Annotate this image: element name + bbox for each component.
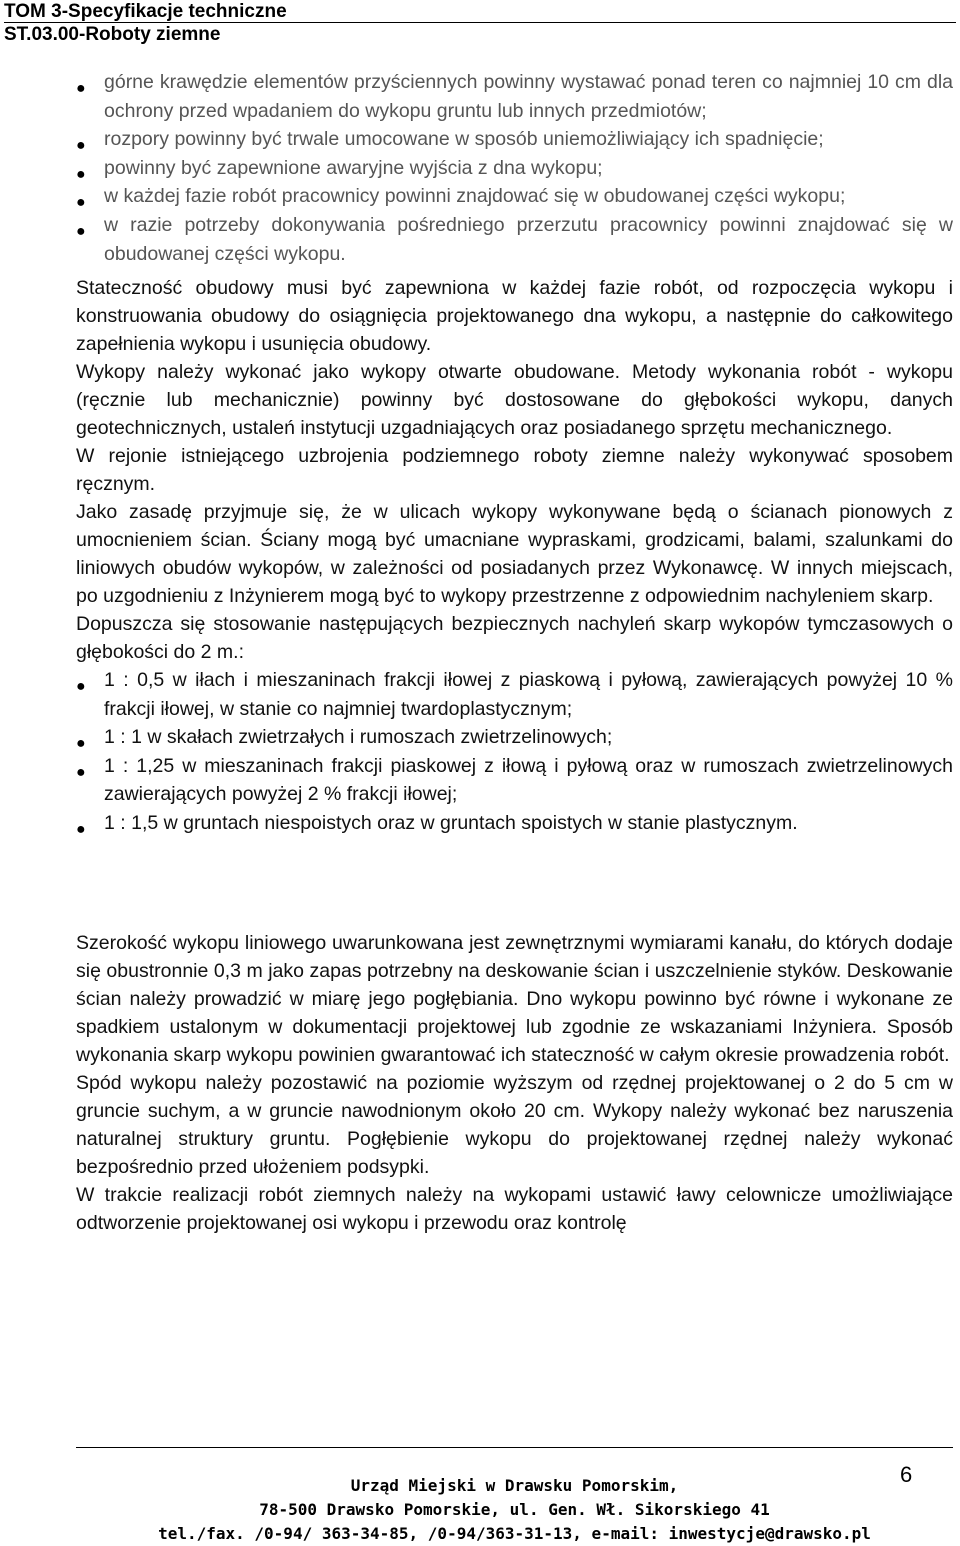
paragraph: Dopuszcza się stosowanie następujących bezpiecznych nachyleń skarp wykopów tymczasowych o głębokości do 2 m.: (76, 613, 953, 664)
paragraph: Szerokość wykopu liniowego uwarunkowana jest zewnętrznymi wymiarami kanału, do których dodaje się obustronnie 0,3 m jako zapas potrzebny na deskowanie ścian i uszczelnienie styków. Deskowanie ścian należy prowadzić w miarę jego pogłębiania. Dno wykopu powinno być równe i wykonane ze spadkiem ustalonym w dokumentacji projektowej lub zgodnie ze wskazaniami Inżyniera. Sposób wykonania skarp wykopu powinien gwarantować ich stateczność w całym okresie prowadzenia robót. (76, 932, 953, 1067)
page-header (4, 0, 956, 46)
footer-organization: Urząd Miejski w Drawsku Pomorskim, (350, 1476, 679, 1495)
page-number: 6 (900, 1462, 913, 1487)
list-item: ● 1 : 1 w skałach zwietrzałych i rumoszach zwietrzelinowych; (76, 723, 953, 752)
paragraph: Stateczność obudowy musi być zapewniona w każdej fazie robót, od rozpoczęcia wykopu i konstruowania obudowy do osiągnięcia projektowanego dna wykopu, a następnie do całkowitego zapełnienia wykopu i usunięcia obudowy. (76, 277, 953, 356)
list-item: ● w każdej fazie robót pracownicy powinni znajdować się w obudowanej części wykopu; (76, 182, 953, 211)
bullet-icon: ● (76, 222, 86, 240)
paragraph: W rejonie istniejącego uzbrojenia podziemnego roboty ziemne należy wykonywać sposobem ręcznym. (76, 445, 953, 496)
list-item: ● 1 : 0,5 w iłach i mieszaninach frakcji iłowej z piaskową i pyłową, zawierających powyżej 10 % frakcji iłowej, w stanie co najmniej twardoplastycznym; (76, 669, 953, 720)
list-item: ● powinny być zapewnione awaryjne wyjścia z dna wykopu; (76, 154, 953, 183)
list-item: ● rozpory powinny być trwale umocowane w sposób uniemożliwiający ich spadnięcie; (76, 125, 953, 154)
bullet-icon: ● (76, 678, 86, 696)
bullet-icon: ● (76, 165, 86, 183)
bullet-icon: ● (76, 820, 86, 838)
footer-contact: tel./fax. /0-94/ 363-34-85, /0-94/363-31-13, e-mail: inwestycje@drawsko.pl (158, 1524, 871, 1543)
list-item: ● 1 : 1,5 w gruntach niespoistych oraz w gruntach spoistych w stanie plastycznym. (76, 809, 953, 838)
header-rule (4, 22, 956, 23)
bullet-icon: ● (76, 194, 86, 212)
page-footer (76, 1474, 953, 1546)
safety-bullet-list (76, 68, 953, 268)
footer-rule (76, 1447, 953, 1448)
bullet-icon: ● (76, 763, 86, 781)
paragraph: W trakcie realizacji robót ziemnych należy na wykopami ustawić ławy celownicze umożliwiające odtworzenie projektowanej osi wykopu i przewodu oraz kontrolę (76, 1184, 953, 1235)
bullet-icon: ● (76, 137, 86, 155)
paragraph: Spód wykopu należy pozostawić na poziomie wyższym od rzędnej projektowanej o 2 do 5 cm w gruncie suchym, a w gruncie nawodnionym około 20 cm. Wykopy należy wykonać bez naruszenia naturalnej struktury gruntu. Pogłębienie wykopu do projektowanej rzędnej należy wykonać bezpośrednio przed ułożeniem podsypki. (76, 1072, 953, 1179)
list-item: ● 1 : 1,25 w mieszaninach frakcji piaskowej z iłową i pyłową oraz w rumoszach zwietrzelinowych zawierających powyżej 2 % frakcji iłowej; (76, 754, 953, 806)
paragraph: Jako zasadę przyjmuje się, że w ulicach wykopy wykonywane będą o ścianach pionowych z umocnieniem ścian. Ściany mogą być umacniane wypraskami, grodzicami, balami, szalunkami do liniowych obudów wykopów, w zależności od posiadanych przez Wykonawcę. W innych miejscach, po uzgodnieniu z Inżynierem mogą być to wykopy przestrzenne z odpowiednim nachyleniem skarp. (76, 501, 953, 608)
list-item: ● w razie potrzeby dokonywania pośredniego przerzutu pracownicy powinni znajdować się w obudowanej części wykopu. (76, 213, 953, 265)
paragraph: Wykopy należy wykonać jako wykopy otwarte obudowane. Metody wykonania robót - wykopu (ręcznie lub mechanicznie) powinny być dostosowane do głębokości wykopu, danych geotechnicznych, ustaleń instytucji uzgadniających oraz posiadanego sprzętu mechanicznego. (76, 361, 953, 440)
document-body (76, 68, 953, 1237)
slope-bullet-list (76, 666, 953, 837)
footer-address: 78-500 Drawsko Pomorskie, ul. Gen. Wł. Sikorskiego 41 (259, 1500, 770, 1519)
document-volume-title: TOM 3-Specyfikacje techniczne (4, 1, 287, 22)
bullet-icon: ● (76, 80, 86, 97)
specification-code-title: ST.03.00-Roboty ziemne (4, 24, 221, 45)
list-item: ● górne krawędzie elementów przyściennych powinny wystawać ponad teren co najmniej 10 cm dla ochrony przed wpadaniem do wykopu gruntu lub innych przedmiotów; (76, 71, 953, 122)
bullet-icon: ● (76, 735, 86, 753)
